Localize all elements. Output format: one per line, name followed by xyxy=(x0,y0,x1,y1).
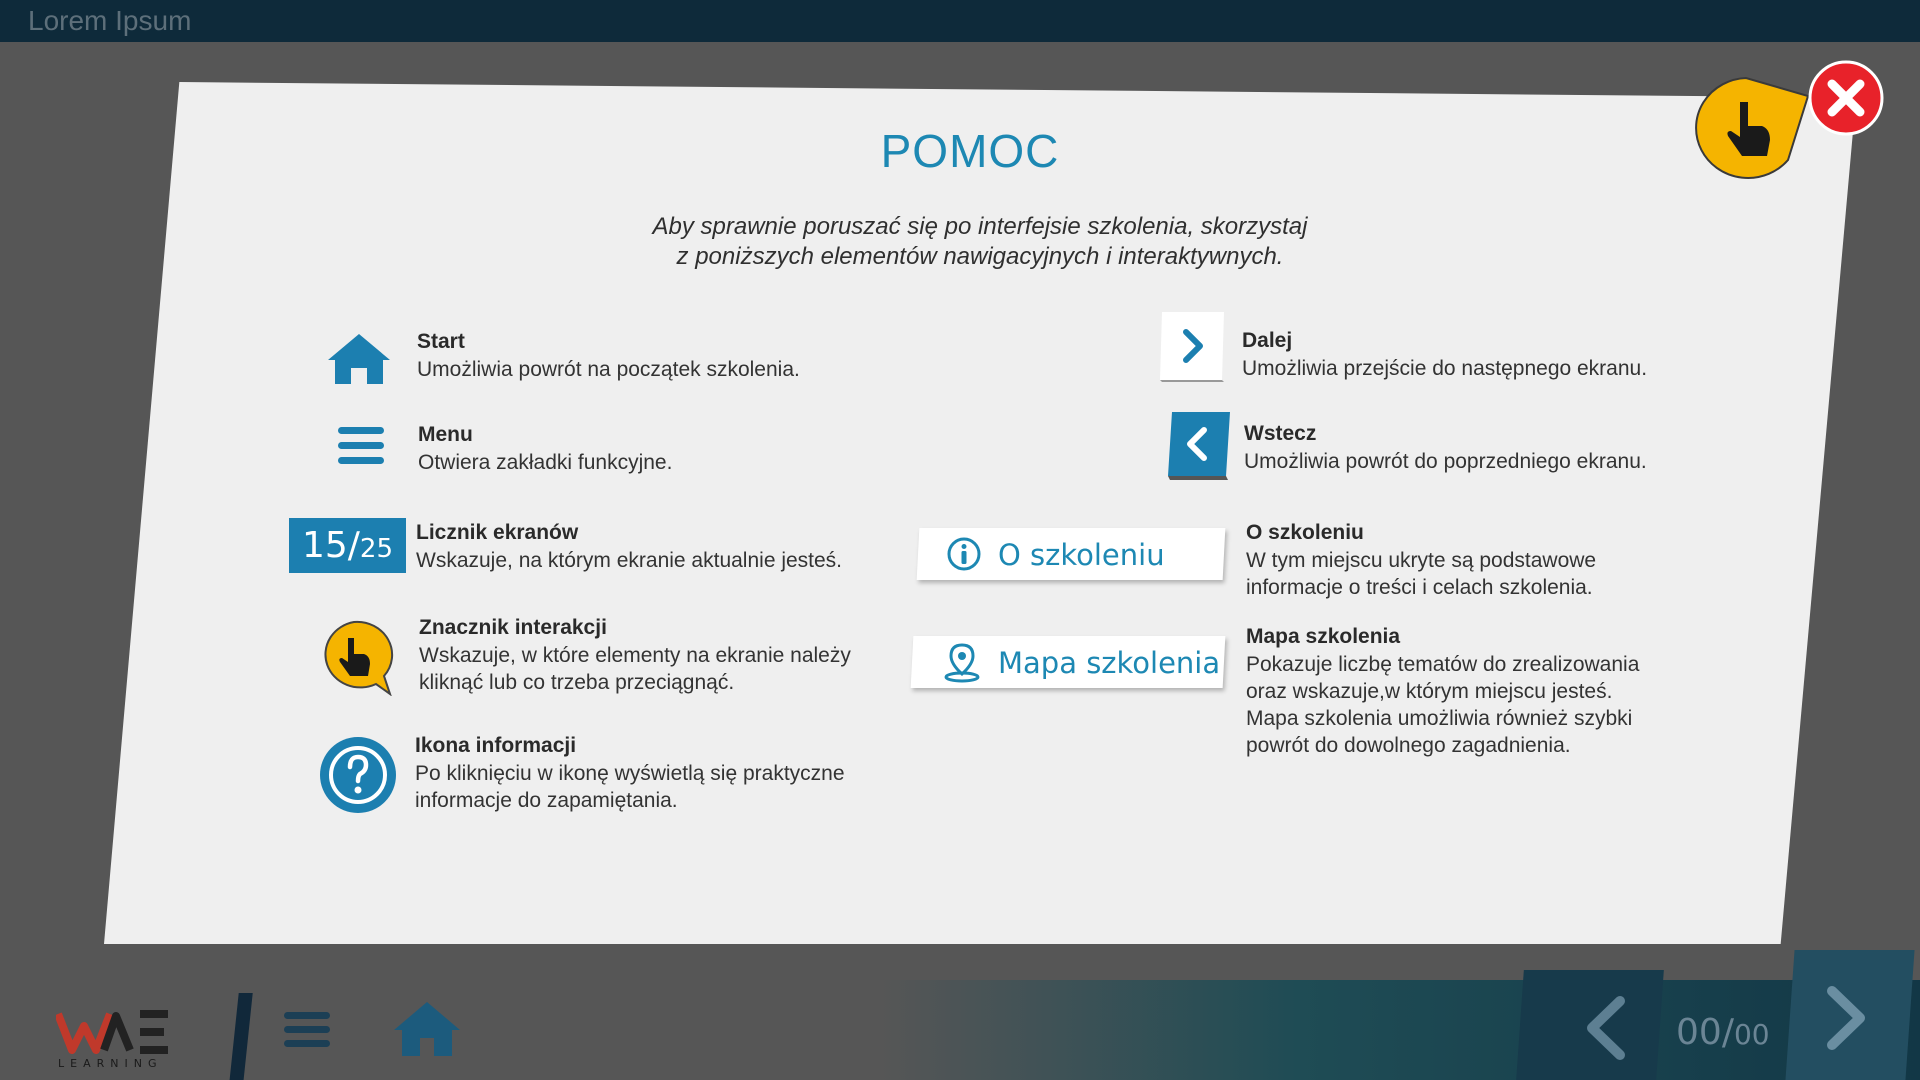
about-desc-line-1: W tym miejscu ukryte są podstawowe xyxy=(1246,549,1597,572)
counter-title: Licznik ekranów xyxy=(416,521,579,544)
next-desc: Umożliwia przejście do następnego ekranu. xyxy=(1242,357,1648,380)
info-desc-line-2: informacje do zapamiętania. xyxy=(415,789,678,812)
logo-subtitle: LEARNING xyxy=(58,1057,163,1070)
help-title: POMOC xyxy=(880,125,1060,177)
screen-counter-total: 00 xyxy=(1733,1018,1770,1051)
screen-counter: 00/00 xyxy=(1676,1012,1770,1053)
info-desc-line-1: Po kliknięciu w ikonę wyświetlą się praktyczne xyxy=(415,762,845,785)
hand-pointer-icon xyxy=(314,618,394,696)
app-title: Lorem Ipsum xyxy=(28,5,192,36)
marker-title: Znacznik interakcji xyxy=(419,616,607,639)
map-desc-line-2: oraz wskazuje,w którym miejscu jesteś. xyxy=(1246,680,1613,703)
start-title: Start xyxy=(417,330,465,353)
marker-desc-line-1: Wskazuje, w które elementy na ekranie należy xyxy=(419,644,851,667)
start-desc: Umożliwia powrót na początek szkolenia. xyxy=(417,358,800,381)
close-icon[interactable] xyxy=(1808,60,1884,136)
chevron-left-icon xyxy=(1166,410,1232,482)
top-bar xyxy=(0,0,1920,42)
about-desc-line-2: informacje o treści i celach szkolenia. xyxy=(1246,576,1593,599)
back-title: Wstecz xyxy=(1244,422,1317,445)
help-intro-line-1: Aby sprawnie poruszać się po interfejsie szkolenia, skorzystaj xyxy=(652,213,1308,240)
map-desc-line-1: Pokazuje liczbę tematów do zrealizowania xyxy=(1246,653,1640,676)
screen-counter-current: 00 xyxy=(1676,1012,1722,1053)
back-desc: Umożliwia powrót do poprzedniego ekranu. xyxy=(1244,450,1647,473)
menu-title: Menu xyxy=(418,423,473,446)
menu-desc: Otwiera zakładki funkcyjne. xyxy=(418,451,673,474)
home-icon[interactable] xyxy=(392,998,462,1060)
next-title: Dalej xyxy=(1242,329,1293,352)
marker-desc xyxy=(419,642,851,696)
home-icon xyxy=(326,332,392,386)
about-desc xyxy=(1246,547,1596,601)
about-title: O szkoleniu xyxy=(1246,521,1364,544)
marker-desc-line-2: kliknąć lub co trzeba przeciągnąć. xyxy=(419,671,735,694)
info-title: Ikona informacji xyxy=(415,734,577,757)
map-button-label: Mapa szkolenia xyxy=(998,646,1221,680)
chevron-right-icon xyxy=(1818,985,1874,1051)
help-intro-line-2: z poniższych elementów nawigacyjnych i interaktywnych. xyxy=(676,243,1284,270)
hand-pointer-icon xyxy=(1690,74,1814,188)
map-desc xyxy=(1246,651,1639,759)
map-desc-line-3: Mapa szkolenia umożliwia również szybki xyxy=(1246,707,1633,730)
question-icon xyxy=(318,735,398,815)
map-pin-icon xyxy=(942,642,982,684)
counter-total: 25 xyxy=(359,534,394,564)
info-icon xyxy=(946,536,982,572)
hamburger-icon xyxy=(336,424,386,468)
chevron-right-icon xyxy=(1158,310,1228,384)
counter-desc: Wskazuje, na którym ekranie aktualnie jesteś. xyxy=(416,549,843,572)
help-intro xyxy=(560,212,1400,272)
counter-current: 15 xyxy=(301,525,348,566)
about-button-label: O szkoleniu xyxy=(998,538,1165,572)
chevron-left-icon xyxy=(1580,995,1636,1061)
screen-counter-badge: 15/25 xyxy=(289,518,406,573)
info-desc xyxy=(415,760,845,814)
map-desc-line-4: powrót do dowolnego zagadnienia. xyxy=(1246,734,1571,757)
map-title: Mapa szkolenia xyxy=(1246,625,1401,648)
menu-icon[interactable] xyxy=(282,1008,332,1052)
